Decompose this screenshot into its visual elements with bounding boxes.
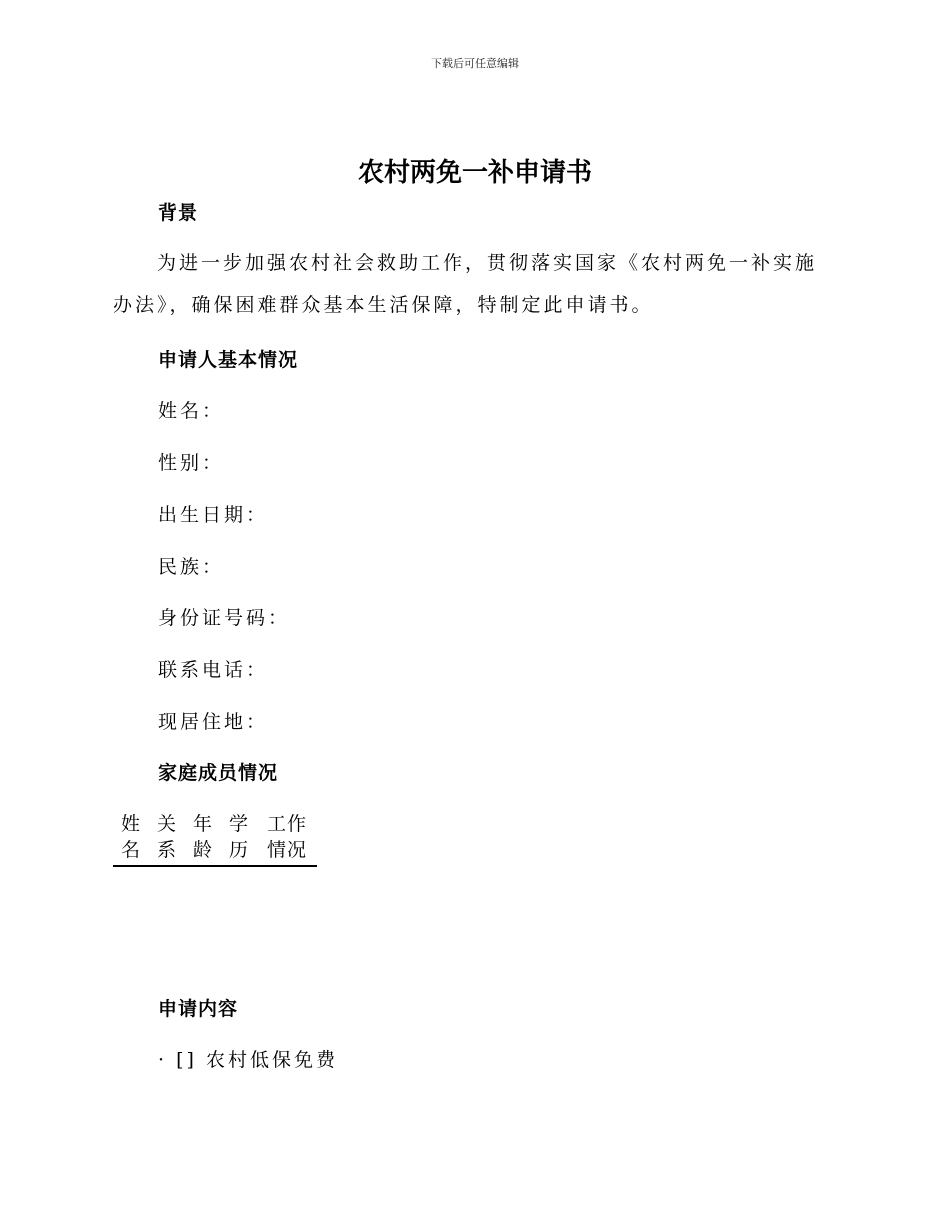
- field-birthdate: 出生日期：: [158, 504, 269, 526]
- column-header-work: [257, 811, 317, 866]
- column-header-line: 情况: [266, 839, 307, 861]
- column-header-line: 工作: [266, 813, 307, 835]
- column-header-line: 关: [156, 813, 177, 835]
- column-header-education: [221, 811, 257, 866]
- header-note: 下载后可任意编辑: [431, 57, 519, 70]
- field-name: 姓名：: [158, 400, 225, 422]
- section-heading-family: 家庭成员情况: [158, 762, 279, 784]
- column-header-line: 龄: [192, 839, 213, 861]
- column-header-line: 历: [228, 839, 249, 861]
- column-header-line: 年: [192, 813, 213, 835]
- table-header-row: [113, 811, 317, 866]
- column-header-name: [113, 811, 149, 866]
- section-heading-background: 背景: [158, 202, 199, 224]
- family-members-table: [113, 811, 317, 867]
- request-option-checkbox[interactable]: · [] 农村低保免费: [158, 1049, 338, 1071]
- background-paragraph: 为进一步加强农村社会救助工作，贯彻落实国家《农村两免一补实施办法》，确保困难群众基本生活保障，特制定此申请书。: [113, 252, 818, 316]
- section-heading-applicant: 申请人基本情况: [158, 349, 299, 371]
- field-address: 现居住地：: [158, 711, 269, 733]
- field-phone: 联系电话：: [158, 659, 269, 681]
- section-heading-request: 申请内容: [158, 998, 239, 1020]
- column-header-line: 姓: [120, 813, 141, 835]
- column-header-relation: [149, 811, 185, 866]
- field-gender: 性别：: [158, 452, 225, 474]
- document-title: 农村两免一补申请书: [357, 158, 592, 188]
- column-header-age: [185, 811, 221, 866]
- column-header-line: 学: [228, 813, 249, 835]
- column-header-line: 名: [120, 839, 141, 861]
- field-ethnicity: 民族：: [158, 556, 225, 578]
- field-id-number: 身份证号码：: [158, 607, 291, 629]
- column-header-line: 系: [156, 839, 177, 861]
